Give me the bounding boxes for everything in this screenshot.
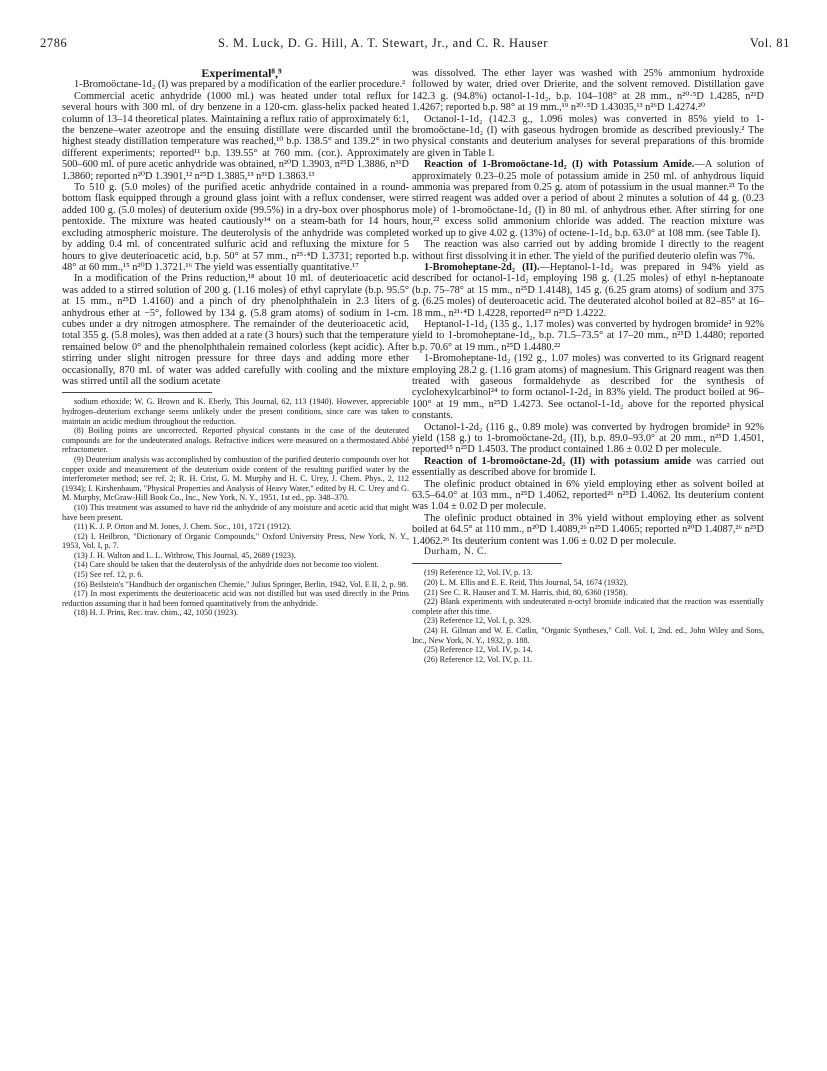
- paragraph: 1-Bromoheptane-1d₂ (192 g., 1.07 moles) was converted to its Grignard reagent employing 28.2 g. (1.16 gram atoms) of magnesium. This Grignard reagent was then treated with gaseous formaldehyde as described for the synthesis of cyclohexylcarbinol²⁴ to form octanol-1-2d₂ in 83% yield. The product boiled at 96–100° at 19 mm., n²⁵D 1.4273. See octanol-1-1d₂ above for the reported physical constants.: [412, 353, 764, 422]
- paragraph: Octanol-1-1d₂ (142.3 g., 1.096 moles) was converted in 85% yield to 1-bromoöctane-1d₂ (I) with gaseous hydrogen bromide as described previously.² The physical constants and deuterium analyses for several preparations of this bromide are given in Table I.: [412, 113, 764, 159]
- footnote: (11) K. J. P. Orton and M. Jones, J. Chem. Soc., 101, 1721 (1912).: [74, 522, 292, 532]
- page-number: 2786: [40, 36, 68, 50]
- signature-location: Durham, N. C.: [424, 547, 487, 558]
- footnote: (18) H. J. Prins, Rec. trav. chim., 42, 1050 (1923).: [74, 608, 239, 618]
- footnote: (24) H. Gilman and W. E. Catlin, "Organic Syntheses," Coll. Vol. I, 2nd. ed., John Wiley and Sons, Inc., New York, N. Y., 1932, p. 188.: [412, 626, 764, 645]
- paragraph-text: was carried out essentially as described above for bromide I.: [412, 455, 764, 479]
- paragraph: The reaction was also carried out by adding bromide I directly to the reagent without first dissolving it in ether. The yield of the purified deuterio olefin was 7%.: [412, 239, 764, 262]
- footnote-divider: [62, 392, 212, 393]
- paragraph: [412, 159, 764, 239]
- paragraph: To 510 g. (5.0 moles) of the purified acetic anhydride contained in a round-bottom flask equipped through a ground glass joint with a reflux condenser, were added 100 g. (5.0 moles) of deuterium oxide (99.5%) in a dry-box over phosphorus pentoxide. The mixture was heated cautiously¹⁴ on a steam-bath for 14 hours, excluding atmospheric moisture. The deuterolysis of the anhydride was completed by adding 0.4 ml. of concentrated sulfuric acid and refluxing the mixture for 5 hours to give deuterioacetic acid, b.p. 50° at 57 mm., n²⁵·⁴D 1.3731; reported b.p. 48° at 60 mm.,¹⁵ n²⁰D 1.3721.¹⁶ The yield was essentially quantitative.¹⁷: [62, 182, 409, 273]
- run-in-heading: 1-Bromoheptane-2d₂ (II).: [424, 261, 540, 273]
- footnote-divider: [412, 563, 562, 564]
- paragraph: The olefinic product obtained in 6% yield employing ether as solvent boiled at 63.5–64.0° at 103 mm., n²⁵D 1.4062, reported²⁶ n²⁵D 1.4062. Its deuterium content was 1.04 ± 0.02 D per molecule.: [412, 478, 764, 513]
- footnote: (21) See C. R. Hauser and T. M. Harris, ibid, 80, 6360 (1958).: [424, 587, 628, 597]
- footnote: (26) Reference 12, Vol. IV, p. 11.: [424, 654, 533, 664]
- footnote: (22) Blank experiments with undeuterated n-octyl bromide indicated that the reaction was essentially complete after this time.: [412, 597, 764, 616]
- run-in-heading: Reaction of 1-Bromoöctane-1d₂ (I) with Potassium Amide.: [424, 159, 695, 171]
- run-in-heading: Reaction of 1-bromoöctane-2d₂ (II) with potassium amide: [424, 455, 692, 467]
- footnote: (8) Boiling points are uncorrected. Reported physical constants in the case of the deuterated compounds are for the undeuterated analogs. Refractive indices were measured on a thermostated Abbé refractometer.: [62, 426, 409, 455]
- author-line: S. M. Luck, D. G. Hill, A. T. Stewart, Jr., and C. R. Hauser: [218, 36, 548, 50]
- running-head: [40, 36, 790, 54]
- footnote: (12) I. Heilbron, "Dictionary of Organic Compounds," Oxford University Press, New York, N. Y., 1953, Vol. I, p. 7.: [62, 531, 409, 551]
- footnote: (10) This treatment was assumed to have rid the anhydride of any moisture and acetic acid that might have been present.: [62, 502, 409, 522]
- footnote: (9) Deuterium analysis was accomplished by combustion of the purified deuterio compounds over hot copper oxide and measurement of the deuterium oxide content of the resulting purified water by the interferometer method; see ref. 2; R. H. Crist, G. M. Murphy and H. C. Urey, J. Chem. Phys., 2, 112 (1934); I. Kirshenbaum, "Physical Properties and Analysis of Heavy Water," edited by H. C. Urey and G. M. Murphy, McGraw-Hill Book Co., Inc., New York, N. Y., 1951, 1st ed., pp. 348–370.: [62, 454, 409, 503]
- footnote: (13) J. H. Walton and L. L. Withrow, This Journal, 45, 2689 (1923).: [74, 550, 296, 560]
- paragraph: was dissolved. The ether layer was washed with 25% ammonium hydroxide followed by water, dried over Drierite, and the solvent removed. Distillation gave 142.3 g. (94.8%) octanol-1-1d₂, b.p. 104–108° at 28 mm., n²⁰·⁵D 1.4285, n²¹D 1.4267; reported b.p. 98° at 19 mm.,¹⁹ n²⁰·⁵D 1.43035,¹³ n²⁶D 1.4274.²⁰: [412, 68, 764, 114]
- paragraph: [412, 262, 764, 319]
- footnote: (23) Reference 12, Vol. I, p. 329.: [424, 616, 532, 626]
- paragraph: [412, 456, 764, 479]
- footnote: (14) Care should be taken that the deuterolysis of the anhydride does not become too violent.: [74, 560, 379, 570]
- right-column: [412, 68, 764, 664]
- section-heading: Experimental⁸,⁹: [201, 66, 282, 80]
- paragraph: Heptanol-1-1d₂ (135 g., 1.17 moles) was converted by hydrogen bromide² in 92% yield to 1-bromoheptane-1d₂, b.p. 71.5–73.5° at 17–20 mm., n²⁵D 1.4480; reported b.p. 70.6° at 19 mm., n²⁵D 1.4480.²²: [412, 318, 764, 353]
- left-column: [62, 68, 409, 618]
- footnote: (17) In most experiments the deuterioacetic acid was not distilled but was used directly in the Prins reduction assuming that it had been formed quantitatively from the anhydride.: [62, 589, 409, 608]
- paragraph: Commercial acetic anhydride (1000 ml.) was heated under total reflux for several hours with 300 ml. of dry benzene in a 120-cm. glass-helix packed heated column of 13–14 theoretical plates. Maintaining a reflux ratio of approximately 6:1, the benzene–water azeotrope and the ensuing distillate were discarded until the highest steady distillation temperature was reached,¹⁰ b.p. 138.5° and 139.2° in two different experiments; reported¹¹ b.p. 139.55° at 760 mm. (cor.). Approximately 500–600 ml. of pure acetic anhydride was obtained, n²⁰D 1.3903, n²⁵D 1.3886, n³¹D 1.3860; reported n²⁰D 1.3901,¹² n²⁵D 1.3885,¹³ n³¹D 1.3863.¹³: [62, 90, 409, 182]
- footnote: (15) See ref. 12, p. 6.: [74, 570, 144, 580]
- footnote: (16) Beilstein's "Handbuch der organischen Chemie," Julius Springer, Berlin, 1942, Vol. E II, 2, p. 98.: [74, 579, 408, 589]
- footnote: sodium ethoxide; W. G. Brown and K. Eberly, This Journal, 62, 113 (1940). However, appreciable hydrogen–deuterium exchange seems unlikely under the present conditions, since care was taken to maintain an acidic medium throughout the reduction.: [62, 397, 409, 426]
- paragraph: In a modification of the Prins reduction,¹⁸ about 10 ml. of deuterioacetic acid was added to a stirred solution of 200 g. (1.16 moles) of ethyl caprylate (b.p. 95.5° at 15 mm., n²⁵D 1.4160) and a pinch of dry phenolphthalein in 2.3 liters of anhydrous ether at −5°, followed by 134 g. (5.8 gram atoms) of sodium in 1-cm. cubes under a dry nitrogen atmosphere. The remainder of the deuterioacetic acid, total 355 g. (5.8 moles), was then added at a rate (3 hours) such that the temperature remained below 0° and the phenolphthalein remained colorless (kept acidic). After stirring under slight nitrogen pressure for three days and adding more ether occasionally, 870 ml. of water was added carefully with cooling and the mixture was stirred until all the sodium acetate: [62, 273, 409, 387]
- paragraph: Octanol-1-2d₂ (116 g., 0.89 mole) was converted by hydrogen bromide² in 92% yield (158 g.) to 1-bromoöctane-2d₂ (II), b.p. 89.0–93.0° at 20 mm., n²⁵D 1.4501, reported¹⁵ n²⁵D 1.4503. The product contained 1.86 ± 0.02 D per molecule.: [412, 421, 764, 456]
- volume-label: Vol. 81: [749, 36, 790, 50]
- footnote: (20) L. M. Ellis and E. E. Reid, This Journal, 54, 1674 (1932).: [424, 578, 629, 588]
- footnote: (19) Reference 12, Vol. IV, p. 13.: [424, 568, 533, 578]
- paragraph: The olefinic product obtained in 3% yield without employing ether as solvent boiled at 64.5° at 110 mm., n²⁰D 1.4089,²⁶ n²⁵D 1.4065; reported n²⁰D 1.4087,²⁶ n²⁵D 1.4062.²⁶ Its deuterium content was 1.06 ± 0.02 D per molecule.: [412, 512, 764, 547]
- footnote: (25) Reference 12, Vol. IV, p. 14.: [424, 645, 533, 655]
- paragraph-text: —Heptanol-1-1d₂ was prepared in 94% yield as described for octanol-1-1d₂ employing 198 g. (1.25 moles) of ethyl n-heptanoate (b.p. 75–78° at 15 mm., n²⁵D 1.4148), 145 g. (6.25 gram atoms) of sodium and 375 g. (6.25 moles) of deuteroacetic acid. The deuterated alcohol boiled at 82–85° at 16–18 mm., n²¹·⁴D 1.4228, reported²³ n²⁵D 1.4222.: [412, 261, 764, 319]
- paragraph-text: —A solution of approximately 0.23–0.25 mole of potassium amide in 250 ml. of anhydrous liquid ammonia was prepared from 0.25 g. atom of potassium in the usual manner.²¹ To the stirred reagent was added over a period of about 2 minutes a solution of 44 g. (0.23 mole) of 1-bromoöctane-1d₂ (I) in 80 ml. of anhydrous ether. After stirring for one hour,²² excess solid ammonium chloride was added. The reaction mixture was worked up to give 4.02 g. (13%) of octene-1-1d₂ b.p. 63.0° at 108 mm. (see Table I).: [412, 159, 764, 239]
- paragraph: 1-Bromoöctane-1d₂ (I) was prepared by a modification of the earlier procedure.²: [74, 79, 406, 91]
